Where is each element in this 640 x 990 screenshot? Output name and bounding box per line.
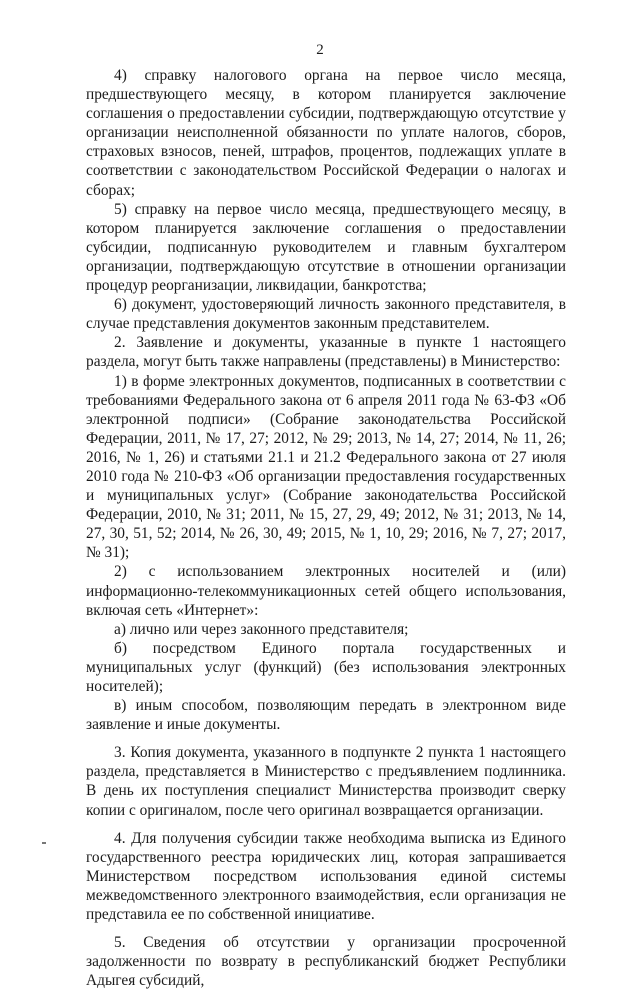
paragraph-item-5: 5) справку на первое число месяца, предшествующего месяцу, в котором планируется заключение соглашения о предоставлении субсидии, подписанную руководителем и главным бухгалтером организации, подтверждающую отсутствие в отношении организации процедур реорганизации, ликвидации, банкротства; [86,200,566,295]
page-number: 2 [316,42,324,58]
scan-mark [42,842,46,844]
paragraph-subitem-a: а) лично или через законного представителя; [114,620,409,638]
paragraph-item-4: 4) справку налогового органа на первое число месяца, предшествующего месяцу, в котором планируется заключение соглашения о предоставлении субсидии, подтверждающую отсутствие у организации неисполненной обязанности по уплате налогов, сборов, страховых взносов, пеней, штрафов, процентов, подлежащих уплате в соответствии с законодательством Российской Федерации о налогах и сборах; [86,67,566,199]
document-body [86,66,566,990]
paragraph-item-6: 6) документ, удостоверяющий личность законного представителя, в случае представления документов законным представителем. [86,296,566,333]
paragraph-subitem-b: б) посредством Единого портала государственных и муниципальных услуг (функций) (без использования электронных носителей); [86,639,566,695]
paragraph-subitem-v: в) иным способом, позволяющим передать в электронном виде заявление и иные документы. [86,697,566,734]
paragraph-section-4: 4. Для получения субсидии также необходима выписка из Единого государственного реестра юридических лиц, которая запрашивается Министерством посредством использования единой системы межведомственного электронного взаимодействия, если организация не представила ее по собственной инициативе. [86,829,566,924]
paragraph-subitem-2: 2) с использованием электронных носителей и (или) информационно-телекоммуникационных сетей общего использования, включая сеть «Интернет»: [86,563,566,619]
paragraph-section-5: 5. Сведения об отсутствии у организации просроченной задолженности по возврату в республиканский бюджет Республики Адыгея субсидий, [86,934,566,990]
paragraph-section-3: 3. Копия документа, указанного в подпункте 2 пункта 1 настоящего раздела, представляется в Министерство с предъявлением подлинника. В день их поступления специалист Министерства производит сверку копии с оригиналом, после чего оригинал возвращается организации. [86,744,566,819]
paragraph-section-2: 2. Заявление и документы, указанные в пункте 1 настоящего раздела, могут быть также направлены (представлены) в Министерство: [86,334,566,371]
paragraph-subitem-1: 1) в форме электронных документов, подписанных в соответствии с требованиями Федерального закона от 6 апреля 2011 года № 63-ФЗ «Об электронной подписи» (Собрание законодательства Российской Федерации, 2011, № 17, 27; 2012, № 29; 2013, № 14, 27; 2014, № 11, 26; 2016, № 1, 26) и статьями 21.1 и 21.2 Федерального закона от 27 июля 2010 года № 210-ФЗ «Об организации предоставления государственных и муниципальных услуг» (Собрание законодательства Российской Федерации, 2010, № 31; 2011, № 15, 27, 29, 49; 2012, № 31; 2013, № 14, 27, 30, 51, 52; 2014, № 26, 30, 49; 2015, № 1, 10, 29; 2016, № 7, 27; 2017, № 31); [86,372,566,562]
